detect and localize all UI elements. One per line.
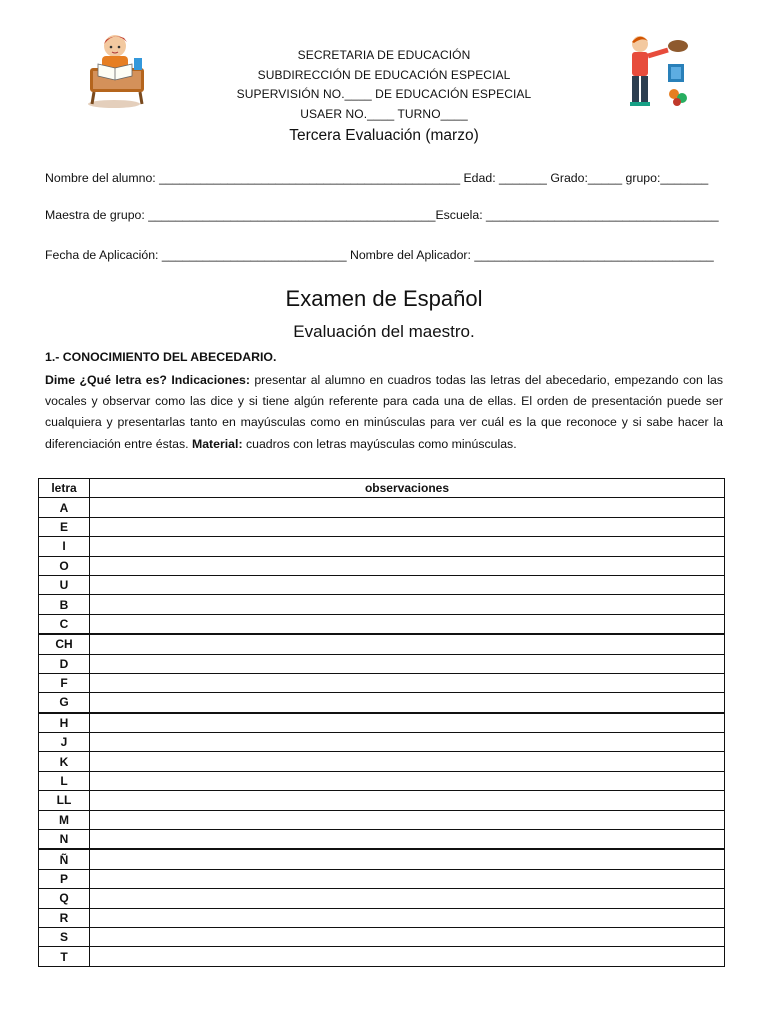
observation-cell[interactable] [90,869,725,888]
table-row [39,713,725,733]
observation-cell[interactable] [90,595,725,614]
exam-title: Examen de Español [285,286,483,311]
header-line-1: SECRETARIA DE EDUCACIÓN [297,48,471,62]
table-row [39,537,725,556]
letter-cell: P [39,869,90,888]
table-row [39,673,725,692]
letter-cell: L [39,771,90,790]
letter-cell: K [39,752,90,771]
student-info-field-row[interactable]: Nombre del alumno: ____________________________________________ Edad: _______ Grado:_____ grupo:_______ [45,171,709,185]
document-header [0,46,768,147]
table-header-row [39,479,725,498]
letter-cell: H [39,713,90,733]
observation-cell[interactable] [90,673,725,692]
observation-cell[interactable] [90,614,725,634]
header-line-3: SUPERVISIÓN NO.____ DE EDUCACIÓN ESPECIAL [236,87,532,101]
letter-column-header: letra [39,479,90,498]
question-label: Dime ¿Qué letra es? Indicaciones: [45,373,250,387]
observation-cell[interactable] [90,634,725,654]
date-applicator-field-row[interactable]: Fecha de Aplicación: ___________________________ Nombre del Aplicador: ___________________________________ [45,248,714,262]
observation-cell[interactable] [90,810,725,829]
letter-cell: S [39,927,90,946]
observation-cell[interactable] [90,830,725,850]
observation-cell[interactable] [90,693,725,713]
observation-cell[interactable] [90,713,725,733]
letter-cell: B [39,595,90,614]
table-row [39,908,725,927]
table-row [39,752,725,771]
table-row [39,634,725,654]
table-row [39,791,725,810]
letter-cell: R [39,908,90,927]
observation-cell[interactable] [90,752,725,771]
instructions-paragraph [45,370,723,455]
letter-cell: E [39,517,90,536]
observation-cell[interactable] [90,654,725,673]
observation-cell[interactable] [90,771,725,790]
letter-cell: G [39,693,90,713]
table-row [39,947,725,966]
letter-cell: M [39,810,90,829]
table-row [39,575,725,594]
material-label: Material: [191,436,243,451]
letter-cell: CH [39,634,90,654]
observation-cell[interactable] [90,575,725,594]
letter-cell: O [39,556,90,575]
letter-cell: U [39,575,90,594]
letter-cell: T [39,947,90,966]
table-row [39,869,725,888]
letter-cell: C [39,614,90,634]
letter-cell: J [39,733,90,752]
observation-cell[interactable] [90,791,725,810]
letter-cell: LL [39,791,90,810]
table-body [39,498,725,966]
letter-cell: Q [39,889,90,908]
table-row [39,517,725,536]
instructions-text: presentar al alumno en cuadros todas las letras del abecedario, empezando con las vocales y observar como las dice y si tiene algún referente para cada una de ellas. El orden de presentación puede ser cualquiera y presentarlas tanto en mayúsculas como en minúsculas para ver cuál es la que reconoce y si sabe hacer la diferenciación entre éstas. [45,373,723,451]
material-text: cuadros con letras mayúsculas como minúsculas. [242,436,517,451]
table-row [39,498,725,517]
letter-cell: Ñ [39,849,90,869]
observation-cell[interactable] [90,733,725,752]
section-heading: 1.- CONOCIMIENTO DEL ABECEDARIO. [45,350,277,364]
table-row [39,771,725,790]
alphabet-table [38,478,725,967]
letter-cell: F [39,673,90,692]
table-row [39,927,725,946]
table-row [39,654,725,673]
observation-cell[interactable] [90,947,725,966]
letter-cell: N [39,830,90,850]
teacher-school-field-row[interactable]: Maestra de grupo: __________________________________________Escuela: __________________________________ [45,208,719,222]
table-row [39,556,725,575]
observation-cell[interactable] [90,517,725,536]
exam-subtitle: Evaluación del maestro. [293,322,475,341]
letter-cell: I [39,537,90,556]
observation-cell[interactable] [90,908,725,927]
observation-cell[interactable] [90,498,725,517]
header-line-2: SUBDIRECCIÓN DE EDUCACIÓN ESPECIAL [257,67,511,82]
table-row [39,849,725,869]
table-row [39,830,725,850]
table-row [39,810,725,829]
table-row [39,693,725,713]
letter-cell: A [39,498,90,517]
evaluation-period: Tercera Evaluación (marzo) [289,127,479,144]
table-row [39,733,725,752]
observation-cell[interactable] [90,927,725,946]
observation-cell[interactable] [90,889,725,908]
observation-cell[interactable] [90,537,725,556]
table-row [39,614,725,634]
table-row [39,889,725,908]
observation-cell[interactable] [90,556,725,575]
table-row [39,595,725,614]
observation-cell[interactable] [90,849,725,869]
letter-cell: D [39,654,90,673]
header-line-4: USAER NO.____ TURNO____ [300,106,468,121]
observations-column-header: observaciones [90,479,725,498]
